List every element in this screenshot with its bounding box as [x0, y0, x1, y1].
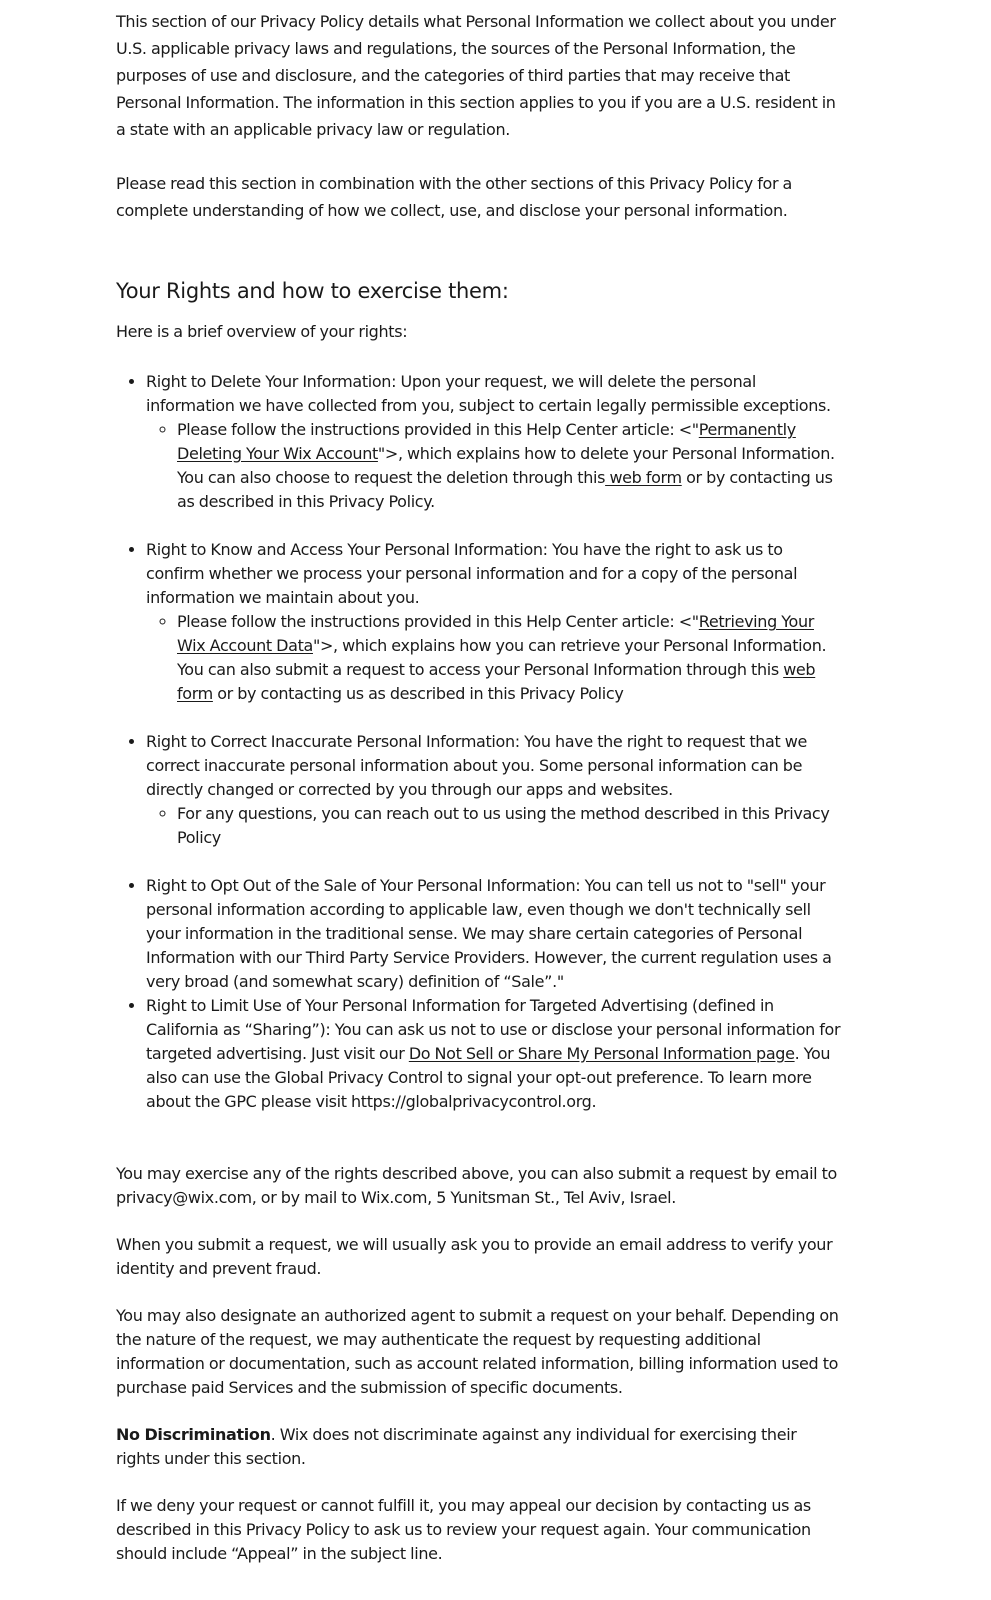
delete-web-form-link[interactable]: web form [605, 468, 682, 487]
right-optout-item [146, 874, 844, 994]
right-know-sublist [146, 610, 844, 706]
rights-list [116, 370, 844, 1114]
know-instructions-post: or by contacting us as described in this Privacy Policy [212, 684, 624, 703]
right-delete-text: Right to Delete Your Information: Upon your request, we will delete the personal information we have collected from you, subject to certain legally permissible exceptions. [146, 372, 831, 415]
permanently-deleting-account-link[interactable]: Permanently Deleting Your Wix Account [177, 420, 796, 463]
delete-instructions-mid: ">, which explains how to delete your Personal Information. You can also choose to request the deletion through this [177, 444, 835, 487]
right-optout-text: Right to Opt Out of the Sale of Your Personal Information: You can tell us not to "sell" your personal information according to applicable law, even though we don't technically sell your information in the traditional sense. We may share certain categories of Personal Information with our Third Party Service Providers. However, the current regulation uses a very broad (and somewhat scary) definition of “Sale”." [146, 876, 832, 991]
limit-text-pre: Right to Limit Use of Your Personal Information for Targeted Advertising (defined in California as “Sharing”): You can ask us not to use or disclose your personal information for targeted advertising. Just visit our [146, 996, 841, 1063]
limit-text-post: . You also can use the Global Privacy Control to signal your opt-out preference. To learn more about the GPC please visit https://globalprivacycontrol.org. [146, 1044, 831, 1111]
verify-paragraph: When you submit a request, we will usually ask you to provide an email address to verify your identity and prevent fraud. [116, 1235, 833, 1278]
right-correct-instructions: ◦ For any questions, you can reach out to us using the method described in this Privacy Policy [177, 802, 844, 850]
right-know-instructions [177, 610, 844, 706]
rights-overview: Here is a brief overview of your rights: [116, 322, 408, 341]
right-correct-text: Right to Correct Inaccurate Personal Information: You have the right to request that we correct inaccurate personal information about you. Some personal information can be directly changed or corrected by you through our apps and websites. [146, 732, 807, 799]
intro-read-paragraph: Please read this section in combination with the other sections of this Privacy Policy for a complete understanding of how we collect, use, and disclose your personal information. [116, 174, 792, 220]
privacy-section [116, 8, 844, 1566]
right-delete-item [146, 370, 844, 514]
right-know-item [146, 538, 844, 706]
exercise-paragraph: You may exercise any of the rights described above, you can also submit a request by email to privacy@wix.com, or by mail to Wix.com, 5 Yunitsman St., Tel Aviv, Israel. [116, 1164, 837, 1207]
intro-paragraph: This section of our Privacy Policy details what Personal Information we collect about you under U.S. applicable privacy laws and regulations, the sources of the Personal Information, the purposes of use and disclosure, and the categories of third parties that may receive that Personal Information. The information in this section applies to you if you are a U.S. resident in a state with an applicable privacy law or regulation. [116, 12, 836, 139]
delete-instructions-post: or by contacting us as described in this Privacy Policy. [177, 468, 833, 511]
access-web-form-link[interactable]: web form [177, 660, 816, 703]
right-delete-instructions [177, 418, 844, 514]
do-not-sell-link[interactable]: Do Not Sell or Share My Personal Information page [408, 1044, 795, 1063]
retrieving-account-data-link[interactable]: Retrieving Your Wix Account Data [177, 612, 814, 655]
know-instructions-mid: ">, which explains how you can retrieve your Personal Information. You can also submit a request to access your Personal Information through this [177, 636, 827, 679]
know-instructions-pre: Please follow the instructions provided in this Help Center article: <" [177, 612, 699, 631]
agent-paragraph: You may also designate an authorized agent to submit a request on your behalf. Depending on the nature of the request, we may authenticate the request by requesting additional information or documentation, such as account related information, billing information used to purchase paid Services and the submission of specific documents. [116, 1306, 839, 1397]
no-discrimination-title: No Discrimination [116, 1425, 271, 1444]
right-know-text: Right to Know and Access Your Personal Information: You have the right to ask us to confirm whether we process your personal information and for a copy of the personal information we maintain about you. [146, 540, 798, 607]
right-correct-item [146, 730, 844, 850]
right-delete-sublist [146, 418, 844, 514]
no-discrimination-paragraph [116, 1423, 844, 1471]
no-discrimination-text: . Wix does not discriminate against any individual for exercising their rights under this section. [116, 1425, 797, 1468]
right-correct-sublist [146, 802, 844, 850]
rights-heading: Your Rights and how to exercise them: [116, 279, 509, 303]
right-limit-item [146, 994, 844, 1114]
appeal-paragraph: If we deny your request or cannot fulfill it, you may appeal our decision by contacting us as described in this Privacy Policy to ask us to review your request again. Your communication should include “Appeal” in the subject line. [116, 1496, 811, 1563]
delete-instructions-pre: Please follow the instructions provided in this Help Center article: <" [177, 420, 699, 439]
